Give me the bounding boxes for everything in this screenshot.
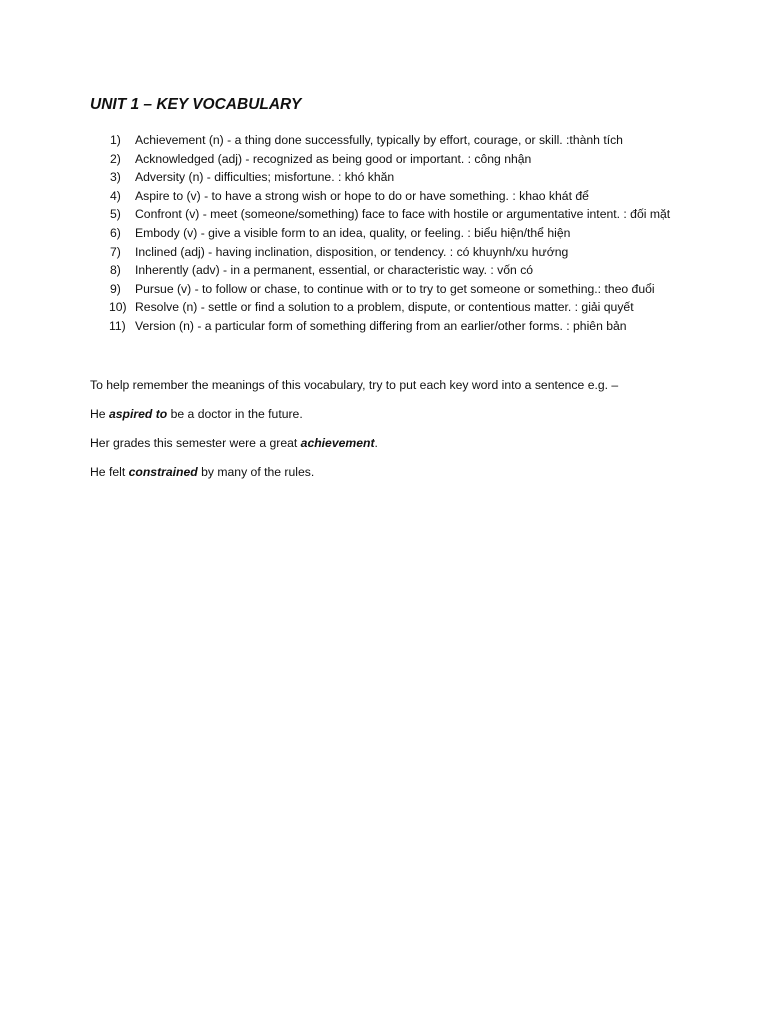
vocabulary-list bbox=[90, 131, 680, 336]
intro-paragraph: To help remember the meanings of this vocabulary, try to put each key word into a sentence e.g. – bbox=[90, 377, 619, 392]
list-number: 11) bbox=[109, 318, 126, 333]
list-item-text: Acknowledged (adj) - recognized as being good or important. : công nhận bbox=[135, 151, 532, 166]
list-number: 10) bbox=[109, 300, 127, 315]
list-item-text: Resolve (n) - settle or find a solution to a problem, dispute, or contentious matter. : giải quyết bbox=[135, 300, 634, 315]
list-number: 4) bbox=[110, 188, 121, 203]
page-title: UNIT 1 – KEY VOCABULARY bbox=[90, 96, 302, 113]
example-sentence bbox=[90, 405, 680, 423]
example-text: be a doctor in the future. bbox=[167, 406, 303, 421]
list-number: 8) bbox=[110, 263, 121, 278]
list-item-text: Pursue (v) - to follow or chase, to continue with or to try to get someone or something.: theo đuổi bbox=[135, 281, 655, 296]
example-keyword: achievement bbox=[300, 435, 375, 450]
example-text: He felt bbox=[90, 464, 129, 479]
example-text: by many of the rules. bbox=[197, 464, 315, 479]
list-item-text: Confront (v) - meet (someone/something) face to face with hostile or argumentative intent. : đối mặt bbox=[135, 207, 671, 222]
list-item-text: Embody (v) - give a visible form to an idea, quality, or feeling. : biểu hiện/thể hiện bbox=[135, 225, 571, 240]
list-number: 6) bbox=[110, 225, 121, 240]
list-item bbox=[90, 150, 680, 169]
list-item-text: Adversity (n) - difficulties; misfortune. : khó khăn bbox=[135, 170, 395, 185]
list-item bbox=[90, 187, 680, 206]
list-item bbox=[90, 261, 680, 280]
list-number: 3) bbox=[110, 170, 121, 185]
list-item-text: Version (n) - a particular form of something differing from an earlier/other forms. : phiên bản bbox=[135, 318, 627, 333]
list-number: 5) bbox=[110, 207, 121, 222]
list-number: 9) bbox=[110, 281, 121, 296]
example-text: Her grades this semester were a great bbox=[90, 435, 301, 450]
list-item bbox=[90, 205, 680, 224]
list-item bbox=[90, 298, 680, 317]
list-item bbox=[90, 317, 680, 336]
list-item-text: Inclined (adj) - having inclination, disposition, or tendency. : có khuynh/xu hướng bbox=[135, 244, 569, 259]
example-sentence bbox=[90, 463, 680, 481]
list-item-text: Achievement (n) - a thing done successfully, typically by effort, courage, or skill. :thành tích bbox=[135, 133, 623, 147]
example-keyword: constrained bbox=[128, 464, 198, 479]
example-text: . bbox=[374, 435, 378, 450]
list-item bbox=[90, 280, 680, 299]
list-item-text: Inherently (adv) - in a permanent, essential, or characteristic way. : vốn có bbox=[135, 263, 534, 278]
list-item bbox=[90, 224, 680, 243]
list-number: 2) bbox=[110, 151, 121, 166]
example-keyword: aspired to bbox=[108, 406, 168, 421]
list-item bbox=[90, 131, 680, 150]
list-number: 1) bbox=[110, 133, 121, 147]
list-item-text: Aspire to (v) - to have a strong wish or hope to do or have something. : khao khát để bbox=[135, 188, 589, 203]
list-item bbox=[90, 168, 680, 187]
list-item bbox=[90, 243, 680, 262]
example-sentence bbox=[90, 434, 680, 452]
list-number: 7) bbox=[110, 244, 121, 259]
example-text: He bbox=[90, 406, 109, 421]
